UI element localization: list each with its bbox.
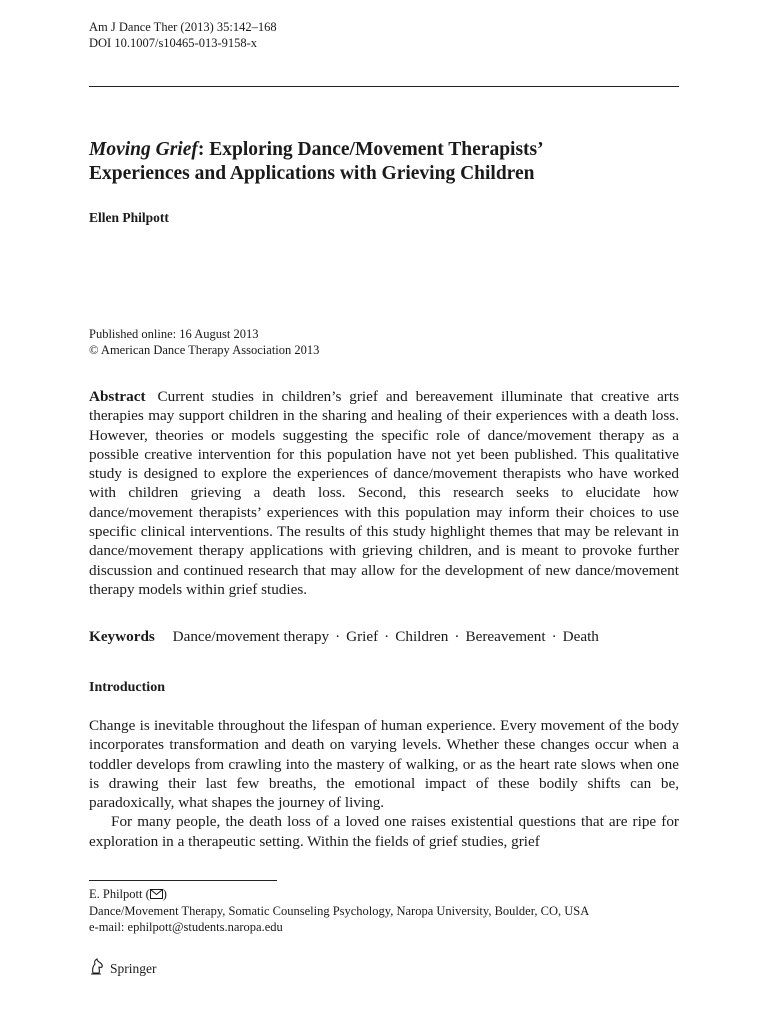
author-footnote [89, 886, 589, 935]
keyword-item: Children [395, 628, 449, 645]
footnote-author-line [89, 886, 589, 903]
footnote-author-close: ) [162, 887, 167, 901]
article-title [89, 138, 689, 186]
keyword-separator: · [384, 628, 390, 645]
author-name: Ellen Philpott [89, 210, 169, 225]
keyword-item: Dance/movement therapy [172, 628, 330, 645]
abstract-text: Current studies in children’s grief and bereavement illuminate that creative arts therapies may support children in the sharing and healing of their experiences with a death loss. However, theories or models suggesting the specific role of dance/movement therapy as a possible creative intervention for this population have not yet been published. This qualitative study is designed to explore the experiences of dance/movement therapists who have worked with children grieving a death loss. Second, this research seeks to elucidate how dance/movement therapists’ experiences with this population may inform their choices to use specific clinical interventions. The results of this study highlight themes that may be relevant in dance/movement therapy applications with grieving children, and is meant to provoke further discussion and continued research that may allow for the development of new dance/movement therapy models within grief studies. [89, 388, 679, 598]
journal-doi: DOI 10.1007/s10465-013-9158-x [89, 36, 258, 50]
keywords [89, 627, 689, 646]
abstract-label: Abstract [89, 388, 146, 405]
footnote-email: e-mail: ephilpott@students.naropa.edu [89, 920, 283, 934]
intro-paragraph: Change is inevitable throughout the lifespan of human experience. Every movement of the body incorporates transformation and death on varying levels. Whether these changes occur when a toddler develops from crawling into the mastery of walking, or as the heart rate slows when one is drawing their last few breaths, the emotional impact of these bodily shifts can be, paradoxically, what shapes the journey of living. [89, 717, 679, 812]
footnote-rule [89, 880, 277, 881]
footnote-affiliation: Dance/Movement Therapy, Somatic Counseling Psychology, Naropa University, Boulder, CO, USA [89, 904, 590, 918]
keywords-list [173, 628, 599, 645]
keyword-item: Grief [346, 628, 379, 645]
introduction-body [89, 716, 679, 851]
section-heading-introduction: Introduction [89, 680, 165, 695]
title-italic: Moving Grief [89, 139, 198, 160]
abstract [89, 387, 679, 599]
header-rule [89, 86, 679, 87]
intro-paragraph: For many people, the death loss of a loved one raises existential questions that are ripe for exploration in a therapeutic setting. Within the fields of grief studies, grief [89, 813, 679, 850]
keyword-item: Death [562, 628, 599, 645]
keyword-item: Bereavement [465, 628, 546, 645]
publisher-name: Springer [110, 960, 157, 976]
publisher-logo [89, 958, 157, 979]
journal-header [89, 19, 277, 51]
footnote-author: E. Philpott ( [89, 887, 150, 901]
published-date: Published online: 16 August 2013 [89, 327, 259, 341]
title-line2: Experiences and Applications with Grieving Children [89, 163, 535, 184]
keyword-separator: · [454, 628, 460, 645]
copyright-line: © American Dance Therapy Association 2013 [89, 343, 320, 357]
keyword-separator: · [335, 628, 341, 645]
springer-horse-icon [89, 958, 105, 979]
keyword-separator: · [551, 628, 557, 645]
keywords-label: Keywords [89, 628, 155, 645]
envelope-icon [150, 887, 163, 903]
journal-citation: Am J Dance Ther (2013) 35:142–168 [89, 20, 277, 34]
publication-info [89, 326, 319, 358]
title-line1-rest: : Exploring Dance/Movement Therapists’ [197, 139, 544, 160]
